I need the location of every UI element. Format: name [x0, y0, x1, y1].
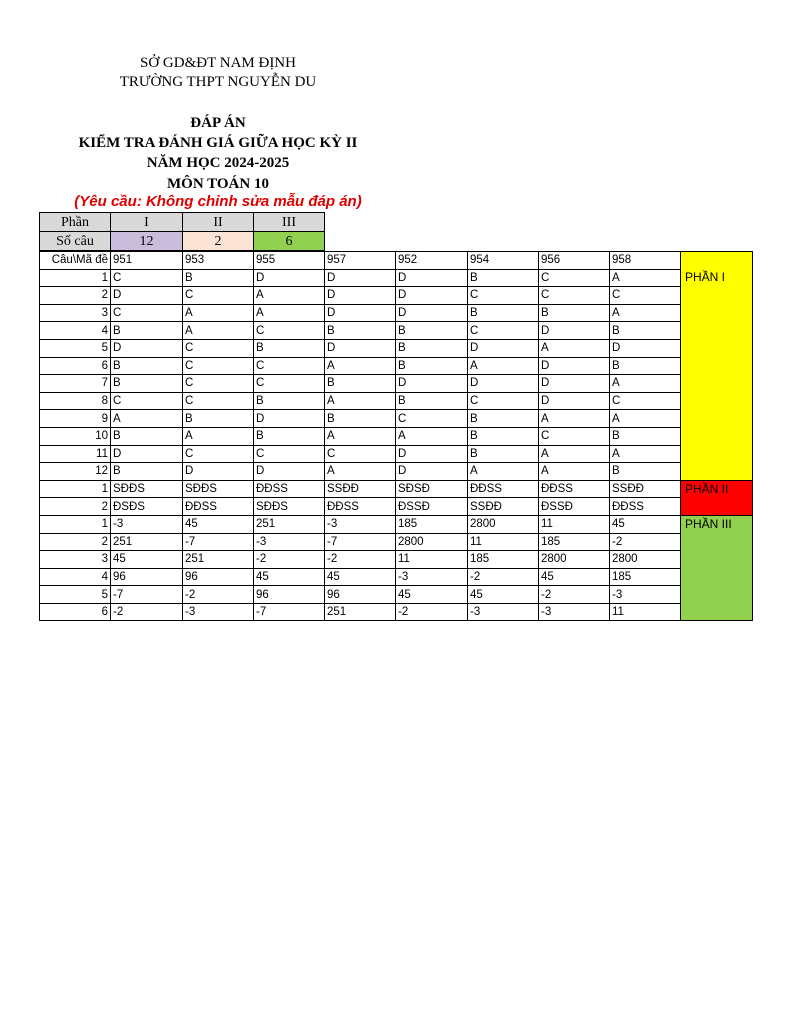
answer-cell: 45 [254, 568, 325, 586]
answer-row [40, 269, 753, 287]
answer-row [40, 463, 753, 481]
answer-cell: ĐĐSS [183, 498, 254, 516]
answer-cell: A [539, 339, 610, 357]
exam-code-header: 953 [183, 252, 254, 270]
answer-cell: 11 [610, 603, 681, 621]
part-count: 6 [254, 232, 325, 251]
answer-cell: A [325, 427, 396, 445]
question-number: 9 [40, 410, 111, 428]
question-number: 12 [40, 463, 111, 481]
answer-cell: -2 [610, 533, 681, 551]
answer-cell: B [396, 392, 468, 410]
answer-cell: A [325, 357, 396, 375]
instruction-note: (Yêu cầu: Không chỉnh sửa mẫu đáp án) [74, 193, 362, 210]
answer-cell: ĐĐSS [610, 498, 681, 516]
answer-cell: 2800 [468, 515, 539, 533]
answer-cell: -7 [325, 533, 396, 551]
corner-header: Câu\Mã đề [40, 252, 111, 270]
answer-cell: ĐĐSS [254, 480, 325, 498]
answer-key-table [39, 251, 753, 621]
part-header: II [183, 213, 254, 232]
answer-cell: SSĐĐ [468, 498, 539, 516]
answer-cell: ĐSSĐ [396, 498, 468, 516]
answer-cell: A [610, 375, 681, 393]
answer-cell: ĐĐSS [468, 480, 539, 498]
answer-cell: B [396, 357, 468, 375]
answer-cell: C [539, 269, 610, 287]
question-number: 10 [40, 427, 111, 445]
answer-cell: B [111, 322, 183, 340]
department-name: SỞ GD&ĐT NAM ĐỊNH [140, 55, 296, 71]
answer-cell: B [468, 410, 539, 428]
answer-cell: 96 [183, 568, 254, 586]
answer-cell: B [111, 463, 183, 481]
answer-cell: ĐSSĐ [539, 498, 610, 516]
answer-cell: D [396, 445, 468, 463]
answer-cell: -2 [325, 551, 396, 569]
question-number: 2 [40, 533, 111, 551]
answer-row [40, 304, 753, 322]
answer-cell: D [539, 375, 610, 393]
section-label-part3: PHẦN III [681, 515, 753, 621]
answer-cell: C [254, 445, 325, 463]
answer-row [40, 586, 753, 604]
answer-cell: -7 [183, 533, 254, 551]
part-count: 12 [111, 232, 183, 251]
answer-cell: B [254, 427, 325, 445]
answer-cell: B [325, 375, 396, 393]
answer-cell: B [468, 269, 539, 287]
answer-cell: A [111, 410, 183, 428]
answer-cell: B [111, 375, 183, 393]
answer-cell: A [539, 445, 610, 463]
answer-cell: 11 [396, 551, 468, 569]
answer-cell: SĐĐS [183, 480, 254, 498]
answer-cell: C [325, 445, 396, 463]
answer-row [40, 445, 753, 463]
answer-row [40, 480, 753, 498]
answer-cell: D [111, 287, 183, 305]
answer-cell: -3 [396, 568, 468, 586]
answer-cell: B [111, 357, 183, 375]
answer-cell: D [468, 339, 539, 357]
code-header-row [40, 252, 753, 270]
answer-cell: ĐĐSS [539, 480, 610, 498]
answer-cell: -2 [254, 551, 325, 569]
answer-cell: D [325, 287, 396, 305]
answer-cell: -7 [111, 586, 183, 604]
question-number: 5 [40, 586, 111, 604]
answer-cell: 185 [468, 551, 539, 569]
exam-code-header: 956 [539, 252, 610, 270]
answer-cell: D [396, 304, 468, 322]
answer-cell: C [539, 427, 610, 445]
answer-cell: C [254, 322, 325, 340]
answer-cell: ĐĐSS [325, 498, 396, 516]
answer-cell: 96 [325, 586, 396, 604]
answer-cell: -3 [610, 586, 681, 604]
answer-cell: -3 [254, 533, 325, 551]
question-number: 2 [40, 498, 111, 516]
answer-row [40, 533, 753, 551]
answer-cell: C [111, 392, 183, 410]
answer-cell: 45 [539, 568, 610, 586]
answer-cell: D [111, 339, 183, 357]
answer-cell: C [539, 287, 610, 305]
answer-cell: 251 [254, 515, 325, 533]
answer-cell: A [610, 304, 681, 322]
question-number: 4 [40, 568, 111, 586]
answer-cell: A [468, 463, 539, 481]
answer-cell: D [539, 392, 610, 410]
question-number: 8 [40, 392, 111, 410]
section-label-part1 [681, 252, 753, 481]
exam-name: KIỂM TRA ĐÁNH GIÁ GIỮA HỌC KỲ II [78, 135, 358, 151]
answer-cell: 185 [539, 533, 610, 551]
answer-cell: D [325, 304, 396, 322]
answer-cell: C [183, 445, 254, 463]
answer-cell: 96 [254, 586, 325, 604]
answer-cell: A [254, 287, 325, 305]
answer-cell: C [183, 287, 254, 305]
answer-cell: B [254, 339, 325, 357]
exam-code-header: 958 [610, 252, 681, 270]
answer-cell: B [468, 427, 539, 445]
answer-cell: B [111, 427, 183, 445]
answer-cell: B [539, 304, 610, 322]
exam-code-header: 951 [111, 252, 183, 270]
answer-cell: D [325, 269, 396, 287]
answer-cell: A [610, 269, 681, 287]
answer-cell: -2 [183, 586, 254, 604]
answer-row [40, 375, 753, 393]
exam-code-header: 952 [396, 252, 468, 270]
answer-cell: -2 [111, 603, 183, 621]
answer-cell: C [610, 392, 681, 410]
section-label-part2: PHẦN II [681, 480, 753, 515]
answer-row [40, 498, 753, 516]
answer-cell: -7 [254, 603, 325, 621]
parts-label: Phần [40, 213, 111, 232]
answer-cell: C [183, 392, 254, 410]
count-label: Số câu [40, 232, 111, 251]
answer-cell: D [396, 375, 468, 393]
answer-row [40, 427, 753, 445]
answer-cell: B [610, 463, 681, 481]
summary-table [39, 212, 325, 251]
answer-cell: D [254, 269, 325, 287]
answer-cell: D [111, 445, 183, 463]
answer-row [40, 392, 753, 410]
answer-cell: SĐĐS [254, 498, 325, 516]
answer-cell: D [254, 410, 325, 428]
answer-cell: A [254, 304, 325, 322]
answer-cell: SĐĐS [111, 480, 183, 498]
answer-cell: A [183, 427, 254, 445]
answer-cell: C [254, 375, 325, 393]
answer-cell: B [468, 445, 539, 463]
question-number: 1 [40, 515, 111, 533]
answer-cell: -2 [539, 586, 610, 604]
answer-cell: A [183, 304, 254, 322]
question-number: 2 [40, 287, 111, 305]
answer-cell: -2 [468, 568, 539, 586]
exam-code-header: 954 [468, 252, 539, 270]
question-number: 1 [40, 480, 111, 498]
answer-cell: A [396, 427, 468, 445]
answer-row [40, 603, 753, 621]
answer-cell: D [325, 339, 396, 357]
answer-cell: 45 [325, 568, 396, 586]
answer-cell: A [539, 463, 610, 481]
answer-cell: A [325, 392, 396, 410]
answer-cell: B [183, 410, 254, 428]
exam-code-header: 955 [254, 252, 325, 270]
answer-cell: 2800 [396, 533, 468, 551]
answer-cell: SSĐĐ [325, 480, 396, 498]
question-number: 6 [40, 603, 111, 621]
answer-row [40, 515, 753, 533]
answer-row [40, 339, 753, 357]
answer-cell: C [610, 287, 681, 305]
part-header: I [111, 213, 183, 232]
answer-cell: -3 [539, 603, 610, 621]
answer-cell: -3 [325, 515, 396, 533]
question-number: 1 [40, 269, 111, 287]
answer-cell: D [254, 463, 325, 481]
answer-cell: C [183, 375, 254, 393]
answer-row [40, 568, 753, 586]
answer-cell: C [111, 304, 183, 322]
answer-row [40, 357, 753, 375]
question-number: 3 [40, 304, 111, 322]
school-name: TRƯỜNG THPT NGUYỄN DU [119, 74, 317, 90]
answer-row [40, 410, 753, 428]
answer-cell: D [396, 463, 468, 481]
answer-cell: A [610, 410, 681, 428]
answer-cell: C [468, 322, 539, 340]
answer-row [40, 287, 753, 305]
exam-code-header: 957 [325, 252, 396, 270]
answer-cell: B [325, 410, 396, 428]
answer-cell: C [468, 287, 539, 305]
part-header: III [254, 213, 325, 232]
answer-cell: C [254, 357, 325, 375]
answer-cell: SSĐĐ [610, 480, 681, 498]
answer-cell: B [610, 357, 681, 375]
answer-cell: 2800 [610, 551, 681, 569]
answer-cell: D [468, 375, 539, 393]
answer-cell: C [183, 357, 254, 375]
answer-cell: 45 [396, 586, 468, 604]
school-year: NĂM HỌC 2024-2025 [146, 155, 290, 171]
answer-cell: 2800 [539, 551, 610, 569]
subject-name: MÔN TOÁN 10 [167, 176, 269, 192]
answer-cell: A [539, 410, 610, 428]
answer-cell: D [183, 463, 254, 481]
answer-cell: SĐSĐ [396, 480, 468, 498]
section-label-part1-text: PHẦN I [685, 270, 726, 284]
answer-cell: C [183, 339, 254, 357]
answer-cell: A [610, 445, 681, 463]
summary-row-parts [40, 213, 325, 232]
answer-cell: ĐSĐS [111, 498, 183, 516]
summary-row-counts [40, 232, 325, 251]
answer-cell: -3 [111, 515, 183, 533]
answer-cell: -3 [468, 603, 539, 621]
answer-cell: 11 [539, 515, 610, 533]
answer-cell: B [396, 322, 468, 340]
question-number: 4 [40, 322, 111, 340]
answer-cell: D [610, 339, 681, 357]
answer-cell: 251 [183, 551, 254, 569]
answer-cell: -2 [396, 603, 468, 621]
answer-cell: D [396, 269, 468, 287]
question-number: 5 [40, 339, 111, 357]
answer-cell: A [325, 463, 396, 481]
answer-cell: B [468, 304, 539, 322]
answer-cell: 185 [610, 568, 681, 586]
answer-cell: B [183, 269, 254, 287]
answer-cell: 45 [183, 515, 254, 533]
answer-cell: C [396, 410, 468, 428]
answer-cell: 185 [396, 515, 468, 533]
answer-cell: 45 [468, 586, 539, 604]
answer-cell: C [111, 269, 183, 287]
answer-cell: 45 [610, 515, 681, 533]
answer-cell: C [468, 392, 539, 410]
answer-cell: D [539, 322, 610, 340]
answer-cell: B [325, 322, 396, 340]
answer-cell: 45 [111, 551, 183, 569]
answer-cell: D [539, 357, 610, 375]
answer-cell: B [610, 322, 681, 340]
answer-cell: B [610, 427, 681, 445]
question-number: 7 [40, 375, 111, 393]
answer-cell: -3 [183, 603, 254, 621]
question-number: 6 [40, 357, 111, 375]
answer-cell: A [468, 357, 539, 375]
answer-cell: B [254, 392, 325, 410]
part-count: 2 [183, 232, 254, 251]
answer-cell: 251 [111, 533, 183, 551]
answer-cell: B [396, 339, 468, 357]
answer-cell: D [396, 287, 468, 305]
doc-title: ĐÁP ÁN [190, 115, 246, 131]
answer-cell: 11 [468, 533, 539, 551]
answer-row [40, 322, 753, 340]
answer-cell: A [183, 322, 254, 340]
answer-cell: 251 [325, 603, 396, 621]
question-number: 11 [40, 445, 111, 463]
answer-row [40, 551, 753, 569]
answer-cell: 96 [111, 568, 183, 586]
question-number: 3 [40, 551, 111, 569]
